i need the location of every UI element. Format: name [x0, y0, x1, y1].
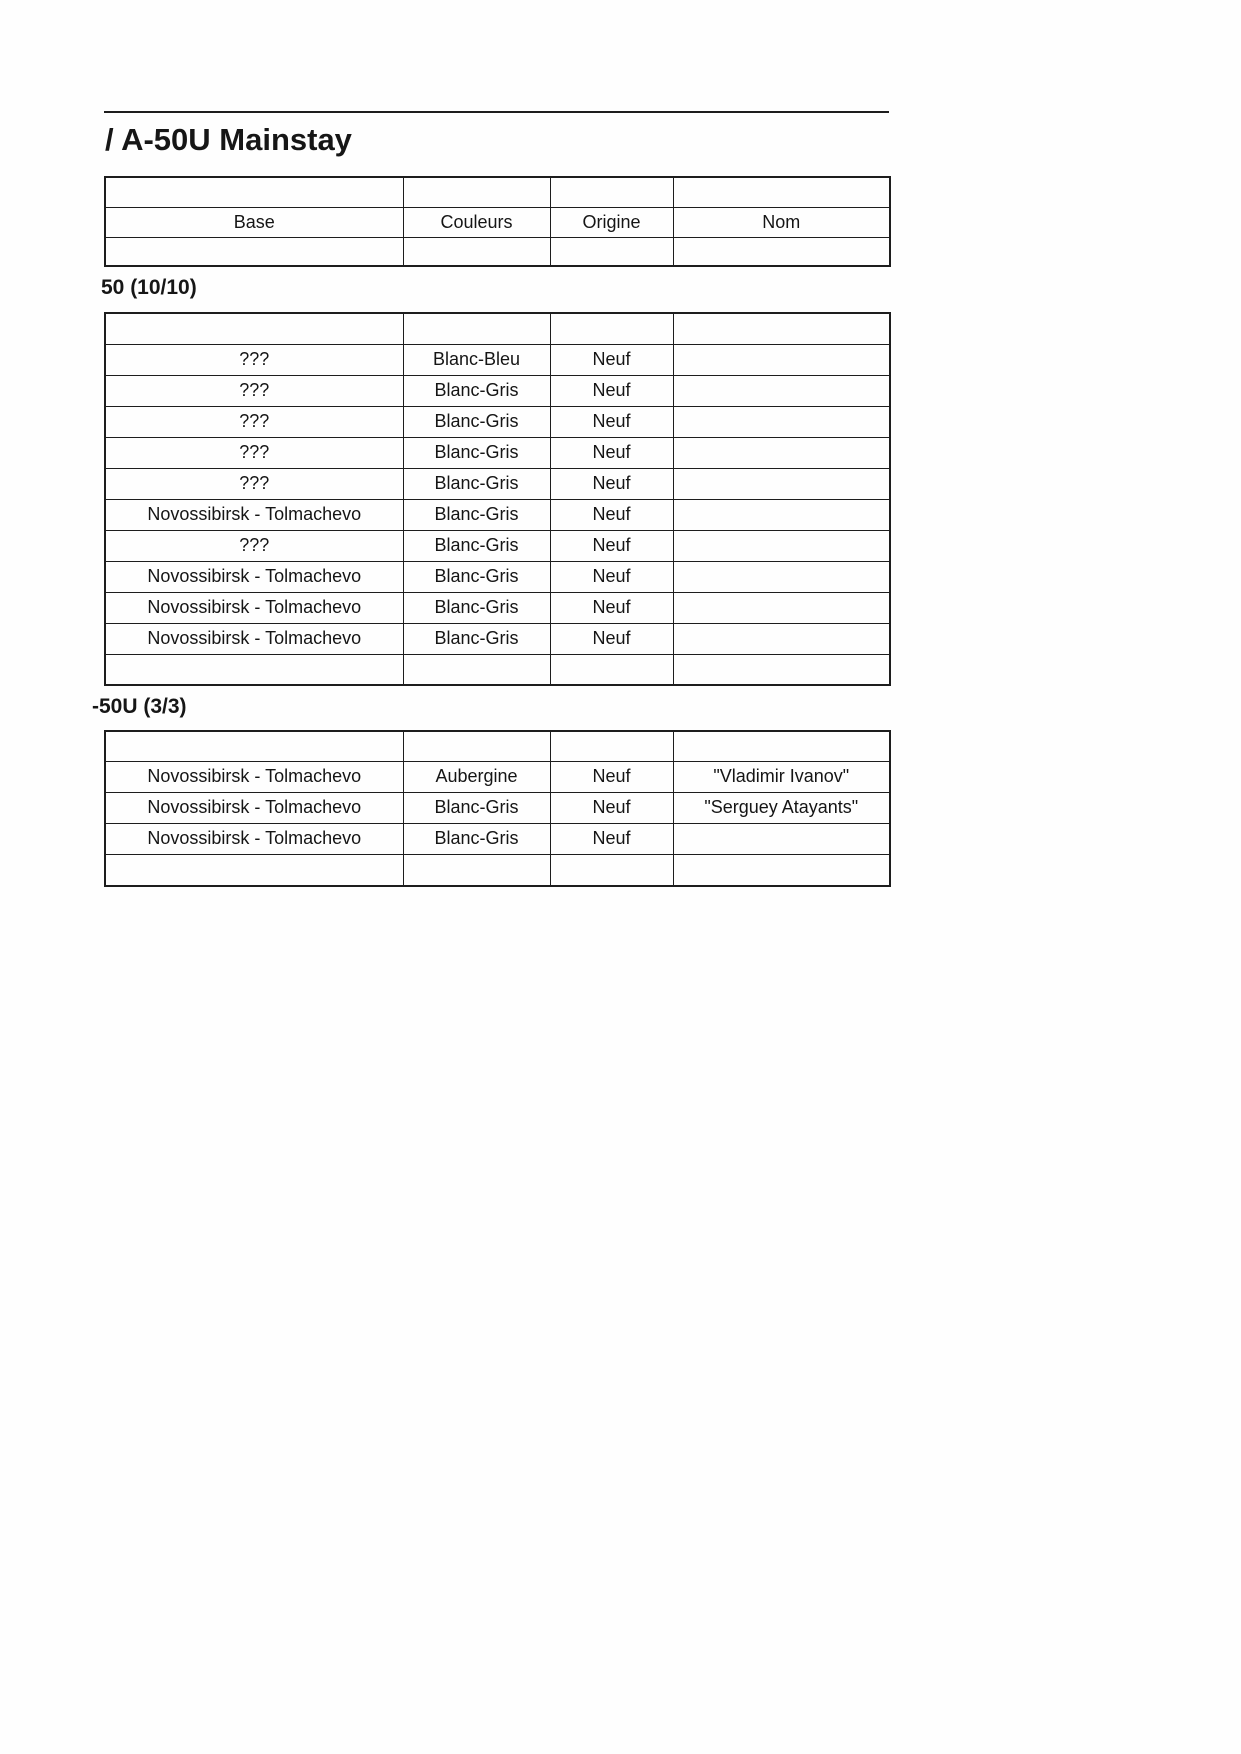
cell-nom: [673, 823, 890, 854]
empty-cell: [673, 731, 890, 761]
cell-base: Novossibirsk - Tolmachevo: [105, 499, 403, 530]
cell-couleurs: Blanc-Gris: [403, 592, 550, 623]
cell-base: ???: [105, 530, 403, 561]
cell-origine: Neuf: [550, 437, 673, 468]
cell-nom: [673, 561, 890, 592]
cell-nom: [673, 530, 890, 561]
table-row: [105, 561, 890, 592]
cell-base: ???: [105, 468, 403, 499]
table-row: [105, 761, 890, 792]
cell-base: Novossibirsk - Tolmachevo: [105, 792, 403, 823]
cell-couleurs: Blanc-Gris: [403, 530, 550, 561]
empty-cell: [403, 731, 550, 761]
cell-base: ???: [105, 406, 403, 437]
empty-cell: [105, 731, 403, 761]
table-row-empty: [105, 313, 890, 344]
column-header-row: [105, 207, 890, 237]
cell-nom: [673, 406, 890, 437]
table-row: [105, 792, 890, 823]
cell-couleurs: Blanc-Gris: [403, 406, 550, 437]
empty-cell: [550, 731, 673, 761]
empty-cell: [550, 177, 673, 207]
title-rule: [104, 111, 889, 113]
empty-cell: [105, 654, 403, 685]
column-header-origine: Origine: [550, 207, 673, 237]
table-row: [105, 530, 890, 561]
table-row: [105, 623, 890, 654]
cell-couleurs: Aubergine: [403, 761, 550, 792]
cell-origine: Neuf: [550, 375, 673, 406]
cell-origine: Neuf: [550, 761, 673, 792]
cell-base: Novossibirsk - Tolmachevo: [105, 761, 403, 792]
table-row-empty: [105, 237, 890, 266]
cell-origine: Neuf: [550, 561, 673, 592]
empty-cell: [105, 237, 403, 266]
cell-nom: [673, 623, 890, 654]
cell-origine: Neuf: [550, 623, 673, 654]
cell-couleurs: Blanc-Bleu: [403, 344, 550, 375]
column-header-base: Base: [105, 207, 403, 237]
section-heading-a50: 50 (10/10): [101, 276, 197, 299]
cell-nom: "Serguey Atayants": [673, 792, 890, 823]
table-row-empty: [105, 654, 890, 685]
empty-cell: [673, 177, 890, 207]
cell-nom: [673, 499, 890, 530]
cell-couleurs: Blanc-Gris: [403, 375, 550, 406]
empty-cell: [403, 854, 550, 886]
cell-nom: [673, 375, 890, 406]
empty-cell: [550, 854, 673, 886]
cell-couleurs: Blanc-Gris: [403, 499, 550, 530]
empty-cell: [673, 854, 890, 886]
cell-origine: Neuf: [550, 530, 673, 561]
section-a50-table: [104, 312, 891, 686]
empty-cell: [673, 654, 890, 685]
cell-origine: Neuf: [550, 344, 673, 375]
cell-origine: Neuf: [550, 792, 673, 823]
cell-nom: [673, 592, 890, 623]
empty-cell: [550, 237, 673, 266]
cell-origine: Neuf: [550, 468, 673, 499]
empty-cell: [673, 237, 890, 266]
cell-couleurs: Blanc-Gris: [403, 823, 550, 854]
empty-cell: [105, 854, 403, 886]
cell-base: Novossibirsk - Tolmachevo: [105, 592, 403, 623]
column-header-nom: Nom: [673, 207, 890, 237]
table-row-empty: [105, 177, 890, 207]
empty-cell: [403, 654, 550, 685]
empty-cell: [403, 237, 550, 266]
empty-cell: [550, 313, 673, 344]
cell-base: Novossibirsk - Tolmachevo: [105, 823, 403, 854]
cell-origine: Neuf: [550, 406, 673, 437]
cell-nom: "Vladimir Ivanov": [673, 761, 890, 792]
table-row-empty: [105, 854, 890, 886]
table-row-empty: [105, 731, 890, 761]
cell-base: Novossibirsk - Tolmachevo: [105, 623, 403, 654]
empty-cell: [403, 177, 550, 207]
section-heading-a50u: -50U (3/3): [92, 695, 187, 718]
empty-cell: [105, 313, 403, 344]
table-row: [105, 437, 890, 468]
cell-nom: [673, 437, 890, 468]
cell-base: Novossibirsk - Tolmachevo: [105, 561, 403, 592]
cell-base: ???: [105, 437, 403, 468]
table-row: [105, 592, 890, 623]
table-row: [105, 406, 890, 437]
section-a50u-table: [104, 730, 891, 887]
cell-couleurs: Blanc-Gris: [403, 792, 550, 823]
cell-couleurs: Blanc-Gris: [403, 623, 550, 654]
empty-cell: [673, 313, 890, 344]
cell-origine: Neuf: [550, 499, 673, 530]
table-row: [105, 823, 890, 854]
table-row: [105, 468, 890, 499]
table-row: [105, 344, 890, 375]
empty-cell: [550, 654, 673, 685]
cell-origine: Neuf: [550, 823, 673, 854]
column-header-couleurs: Couleurs: [403, 207, 550, 237]
empty-cell: [105, 177, 403, 207]
cell-couleurs: Blanc-Gris: [403, 437, 550, 468]
table-row: [105, 499, 890, 530]
empty-cell: [403, 313, 550, 344]
cell-origine: Neuf: [550, 592, 673, 623]
table-row: [105, 375, 890, 406]
cell-base: ???: [105, 375, 403, 406]
cell-nom: [673, 344, 890, 375]
cell-couleurs: Blanc-Gris: [403, 561, 550, 592]
cell-nom: [673, 468, 890, 499]
page-title: / A-50U Mainstay: [105, 122, 352, 157]
column-header-table: [104, 176, 891, 267]
cell-couleurs: Blanc-Gris: [403, 468, 550, 499]
cell-base: ???: [105, 344, 403, 375]
